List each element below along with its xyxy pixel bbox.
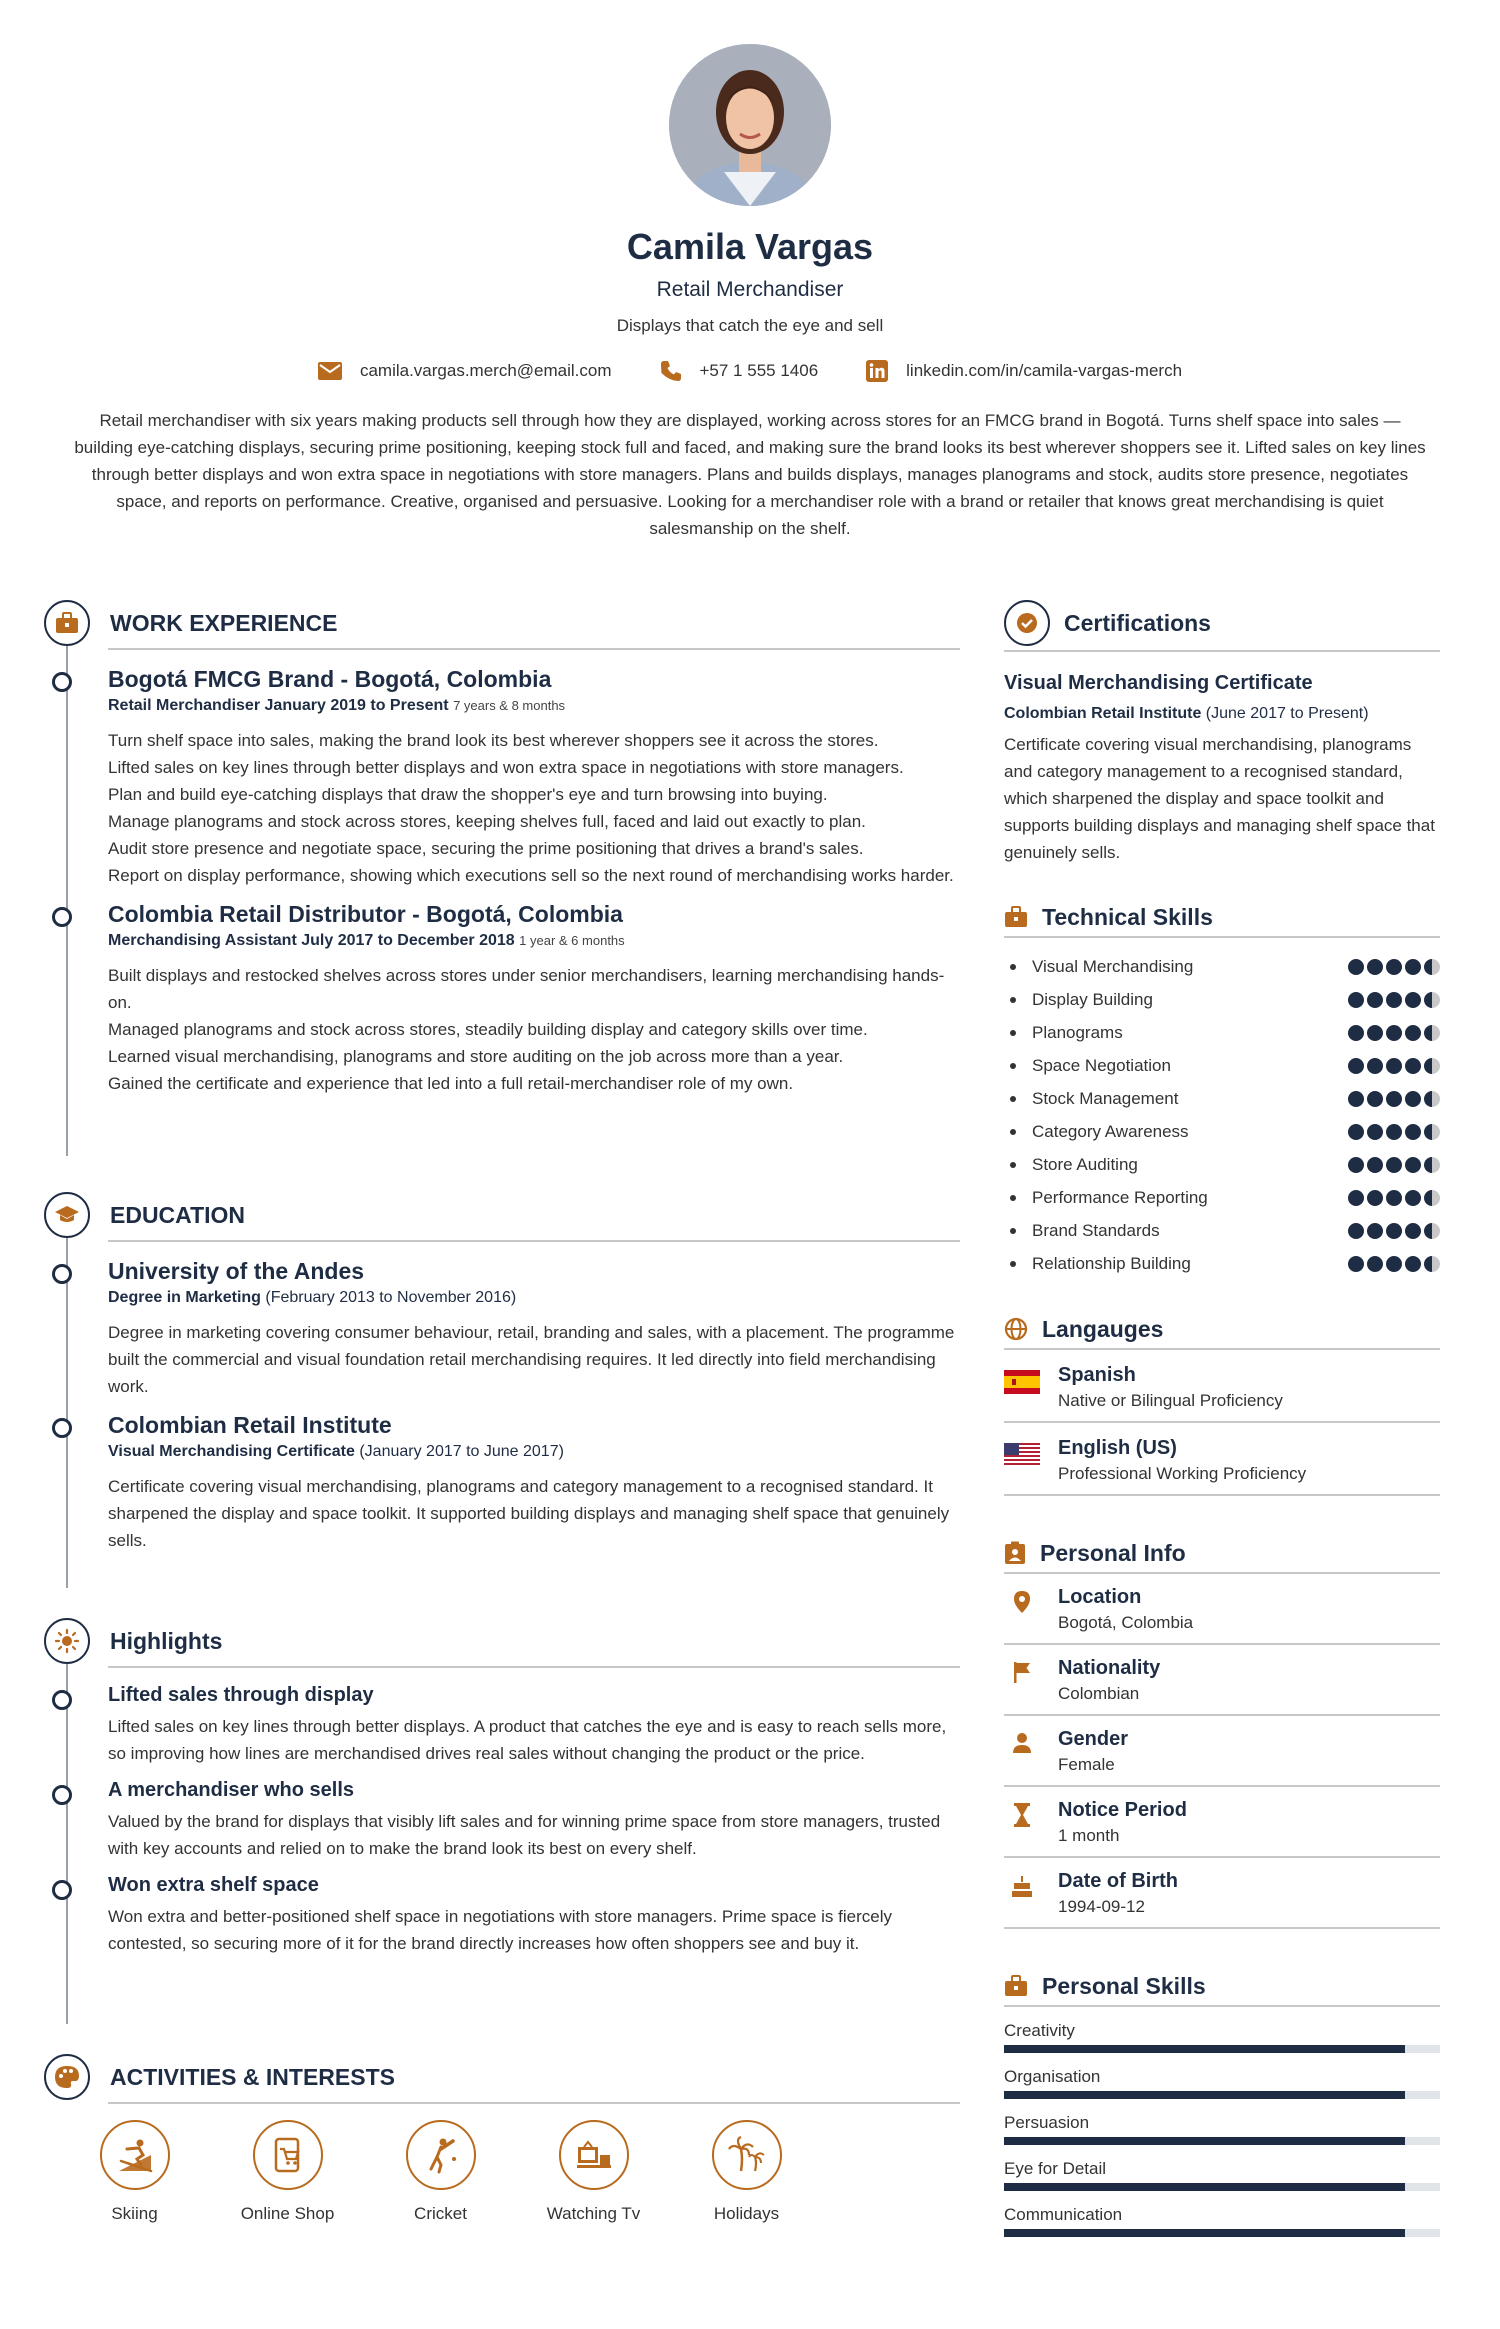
skill-label: Planograms xyxy=(1004,1023,1123,1043)
rating-dot xyxy=(1348,1223,1364,1239)
language-item xyxy=(1004,1423,1440,1496)
highlight-entry xyxy=(108,1779,960,1862)
interests-section xyxy=(44,2054,960,2224)
rating-dot xyxy=(1386,1223,1402,1239)
skill-rating xyxy=(1348,1223,1440,1239)
rating-dot xyxy=(1405,1091,1421,1107)
technical-skill-item xyxy=(1004,983,1440,1016)
rating-dot xyxy=(1424,1025,1440,1041)
rating-dot xyxy=(1348,959,1364,975)
skiing-icon xyxy=(100,2120,170,2190)
section-title: Highlights xyxy=(110,1627,223,1654)
section-title: Personal Info xyxy=(1040,1539,1186,1566)
linkedin-contact[interactable] xyxy=(866,360,1182,382)
briefcase-icon xyxy=(1004,906,1028,928)
role-duration: 1 year & 6 months xyxy=(519,933,625,948)
sun-icon xyxy=(44,1618,90,1664)
language-name: English (US) xyxy=(1058,1437,1177,1459)
flag-icon xyxy=(1004,1657,1040,1683)
rating-dot xyxy=(1348,1256,1364,1272)
technical-skills-section xyxy=(1004,902,1440,1280)
highlight-body: Valued by the brand for displays that visibly lift sales and for winning prime space from store managers, trusted with key accounts and relied on to make the brand look its best on every shelf. xyxy=(108,1812,941,1858)
rating-dot xyxy=(1424,1223,1440,1239)
technical-skill-item xyxy=(1004,950,1440,983)
rating-dot xyxy=(1405,992,1421,1008)
skill-bar xyxy=(1004,2091,1440,2099)
phone-icon xyxy=(660,360,682,382)
rating-dot xyxy=(1386,959,1402,975)
role-title: Retail Merchandiser xyxy=(108,697,261,714)
school-title: Colombian Retail Institute xyxy=(108,1412,392,1438)
timeline-dot xyxy=(52,1264,72,1284)
info-value: 1 month xyxy=(1058,1826,1120,1845)
timeline-dot xyxy=(52,1880,72,1900)
education-entry xyxy=(108,1412,960,1554)
personal-skill-item xyxy=(1004,2113,1440,2145)
rating-dot xyxy=(1386,992,1402,1008)
info-label: Gender xyxy=(1058,1728,1129,1750)
job-title: Retail Merchandiser xyxy=(656,278,844,301)
skill-rating xyxy=(1348,1124,1440,1140)
interest-label: Cricket xyxy=(414,2204,467,2223)
technical-skill-item xyxy=(1004,1247,1440,1280)
language-item xyxy=(1004,1350,1440,1423)
technical-skill-item xyxy=(1004,1181,1440,1214)
rating-dot xyxy=(1386,1190,1402,1206)
technical-skill-item xyxy=(1004,1049,1440,1082)
timeline-dot xyxy=(52,1690,72,1710)
employer-title: Colombia Retail Distributor - Bogotá, Colombia xyxy=(108,901,623,927)
rating-dot xyxy=(1348,992,1364,1008)
highlight-title: Won extra shelf space xyxy=(108,1874,319,1896)
contact-bar xyxy=(0,360,1500,382)
interest-item xyxy=(58,2120,211,2224)
language-name: Spanish xyxy=(1058,1364,1136,1386)
rating-dot xyxy=(1367,1058,1383,1074)
rating-dot xyxy=(1424,1256,1440,1272)
role-dates: January 2019 to Present xyxy=(264,697,449,714)
profile-photo xyxy=(669,44,831,206)
skill-label: Relationship Building xyxy=(1004,1254,1191,1274)
skill-rating xyxy=(1348,1256,1440,1272)
work-line: Gained the certificate and experience that led into a full retail-merchandiser role of my own. xyxy=(108,1074,794,1093)
work-line: Report on display performance, showing which executions sell so the next round of merchandising works harder. xyxy=(108,866,954,885)
rating-dot xyxy=(1405,1124,1421,1140)
education-body: Certificate covering visual merchandising, planograms and category management to a recognised standard. It sharpened the display and space toolkit. It supported building displays and managing shelf space that genuinely sells. xyxy=(108,1477,950,1550)
rating-dot xyxy=(1348,1058,1364,1074)
main-column xyxy=(44,600,960,2224)
skill-rating xyxy=(1348,1157,1440,1173)
briefcase-icon xyxy=(1004,1975,1028,1997)
rating-dot xyxy=(1348,1124,1364,1140)
rating-dot xyxy=(1367,1025,1383,1041)
rating-dot xyxy=(1424,1157,1440,1173)
skill-bar xyxy=(1004,2045,1440,2053)
rating-dot xyxy=(1405,1223,1421,1239)
rating-dot xyxy=(1424,959,1440,975)
skill-label: Creativity xyxy=(1004,2021,1075,2040)
rating-dot xyxy=(1405,1058,1421,1074)
certifications-section xyxy=(1004,600,1440,866)
skill-label: Display Building xyxy=(1004,990,1153,1010)
rating-dot xyxy=(1348,1025,1364,1041)
skill-label: Eye for Detail xyxy=(1004,2159,1107,2178)
rating-dot xyxy=(1424,1091,1440,1107)
personal-skill-item xyxy=(1004,2021,1440,2053)
rating-dot xyxy=(1424,1058,1440,1074)
work-line: Built displays and restocked shelves across stores under senior merchandisers, learning merchandising hands-on. xyxy=(108,966,945,1012)
skill-bar xyxy=(1004,2183,1440,2191)
technical-skill-item xyxy=(1004,1115,1440,1148)
employer-title: Bogotá FMCG Brand - Bogotá, Colombia xyxy=(108,666,552,692)
certificate-issuer: Colombian Retail Institute xyxy=(1004,705,1202,722)
section-title: Personal Skills xyxy=(1042,1972,1206,1999)
technical-skill-item xyxy=(1004,1082,1440,1115)
info-label: Notice Period xyxy=(1058,1799,1187,1821)
school-title: University of the Andes xyxy=(108,1258,365,1284)
education-entry xyxy=(108,1258,960,1400)
rating-dot xyxy=(1405,959,1421,975)
rating-dot xyxy=(1405,1256,1421,1272)
certificate-badge-icon xyxy=(1004,600,1050,646)
person-icon xyxy=(1004,1728,1040,1754)
cricket-icon xyxy=(406,2120,476,2190)
skill-bar-fill xyxy=(1004,2045,1405,2053)
technical-skill-item xyxy=(1004,1148,1440,1181)
profile-summary: Retail merchandiser with six years making products sell through how they are displayed, working across stores for an FMCG brand in Bogotá. Turns shelf space into sales — building eye-catching displays, securing prime positioning, keeping stock full and faced, and making sure the brand looks its best wherever shoppers see it. Lifted sales on key lines through better displays and won extra space in negotiations with store managers. Plans and builds displays, manages planograms and stock, audits store presence, negotiates space, and reports on performance. Creative, organised and persuasive. Looking for a merchandiser role with a brand or retailer that knows great merchandising is quiet salesmanship on the shelf. xyxy=(74,411,1426,538)
highlights-section xyxy=(44,1618,960,2024)
work-entry xyxy=(108,901,960,1097)
interest-label: Watching Tv xyxy=(546,2204,641,2223)
certificate-name: Visual Merchandising Certificate xyxy=(1004,672,1313,694)
work-entry xyxy=(108,666,960,889)
skill-rating xyxy=(1348,1091,1440,1107)
info-value: Colombian xyxy=(1058,1684,1140,1703)
personal-info-section xyxy=(1004,1538,1440,1929)
linkedin-text[interactable]: linkedin.com/in/camila-vargas-merch xyxy=(906,361,1183,380)
role-dates: July 2017 to December 2018 xyxy=(301,932,515,949)
rating-dot xyxy=(1367,1223,1383,1239)
work-line: Lifted sales on key lines through better displays and won extra space in negotiations with store managers. xyxy=(108,758,904,777)
work-line: Plan and build eye-catching displays that draw the shopper's eye and turn browsing into buying. xyxy=(108,785,828,804)
skill-label: Store Auditing xyxy=(1004,1155,1138,1175)
skill-label: Visual Merchandising xyxy=(1004,957,1193,977)
highlight-entry xyxy=(108,1874,960,1957)
section-title: EDUCATION xyxy=(110,1201,246,1228)
work-line: Learned visual merchandising, planograms and store auditing on the job across more than a year. xyxy=(108,1047,844,1066)
rating-dot xyxy=(1367,1124,1383,1140)
interest-item xyxy=(364,2120,517,2224)
skill-label: Performance Reporting xyxy=(1004,1188,1208,1208)
language-level: Professional Working Proficiency xyxy=(1058,1464,1307,1483)
info-item-date-of-birth xyxy=(1004,1858,1440,1929)
info-item-gender xyxy=(1004,1716,1440,1787)
work-line: Turn shelf space into sales, making the brand look its best wherever shoppers see it across the stores. xyxy=(108,731,879,750)
section-title: Langauges xyxy=(1042,1315,1164,1342)
section-title: Certifications xyxy=(1064,609,1211,636)
rating-dot xyxy=(1386,1157,1402,1173)
personal-skills-section xyxy=(1004,1971,1440,2237)
rating-dot xyxy=(1386,1091,1402,1107)
work-line: Audit store presence and negotiate space, securing the prime positioning that drives a brand's sales. xyxy=(108,839,864,858)
linkedin-icon xyxy=(866,360,888,382)
skill-label: Brand Standards xyxy=(1004,1221,1160,1241)
rating-dot xyxy=(1367,1190,1383,1206)
skill-rating xyxy=(1348,1025,1440,1041)
interest-label: Skiing xyxy=(111,2204,158,2223)
graduation-cap-icon xyxy=(44,1192,90,1238)
section-title: WORK EXPERIENCE xyxy=(110,609,338,636)
education-body: Degree in marketing covering consumer behaviour, retail, branding and sales, with a placement. The programme built the commercial and visual foundation retail merchandising requires. It led directly into field merchandising work. xyxy=(108,1323,955,1396)
spain-flag-icon xyxy=(1004,1370,1040,1394)
skill-bar-fill xyxy=(1004,2183,1405,2191)
email-contact[interactable] xyxy=(318,360,612,382)
hourglass-icon xyxy=(1004,1799,1040,1827)
info-item-location xyxy=(1004,1574,1440,1645)
rating-dot xyxy=(1386,1256,1402,1272)
rating-dot xyxy=(1424,1124,1440,1140)
rating-dot xyxy=(1405,1190,1421,1206)
highlight-body: Lifted sales on key lines through better displays. A product that catches the eye and is easy to reach sells more, so improving how lines are merchandised drives real sales without changing the product or the price. xyxy=(108,1717,947,1763)
personal-skill-item xyxy=(1004,2067,1440,2099)
technical-skill-item xyxy=(1004,1016,1440,1049)
rating-dot xyxy=(1367,959,1383,975)
interest-item xyxy=(670,2120,823,2224)
work-experience-section xyxy=(44,600,960,1156)
highlight-entry xyxy=(108,1684,960,1767)
email-icon xyxy=(318,362,342,380)
rating-dot xyxy=(1405,1025,1421,1041)
section-title: ACTIVITIES & INTERESTS xyxy=(110,2063,395,2090)
work-line: Manage planograms and stock across stores, keeping shelves full, faced and laid out exactly to plan. xyxy=(108,812,866,831)
personal-skill-item xyxy=(1004,2159,1440,2191)
skill-rating xyxy=(1348,1190,1440,1206)
section-title: Technical Skills xyxy=(1042,903,1213,930)
role-title: Merchandising Assistant xyxy=(108,932,297,949)
rating-dot xyxy=(1348,1157,1364,1173)
candidate-name: Camila Vargas xyxy=(626,226,874,267)
tagline: Displays that catch the eye and sell xyxy=(616,316,884,335)
online-shop-icon xyxy=(253,2120,323,2190)
timeline-dot xyxy=(52,672,72,692)
palette-icon xyxy=(44,2054,90,2100)
skill-label: Persuasion xyxy=(1004,2113,1090,2132)
info-label: Nationality xyxy=(1058,1657,1161,1679)
education-section xyxy=(44,1192,960,1588)
interest-label: Holidays xyxy=(713,2204,780,2223)
timeline-dot xyxy=(52,907,72,927)
resume-header xyxy=(0,0,1500,542)
degree-dates: (January 2017 to June 2017) xyxy=(359,1443,564,1460)
certificate-body: Certificate covering visual merchandising, planograms and category management to a recognised standard, which sharpened the display and space toolkit and supports building displays and managing shelf space that genuinely sells. xyxy=(1004,735,1435,862)
watching-tv-icon xyxy=(559,2120,629,2190)
interest-label: Online Shop xyxy=(240,2204,335,2223)
briefcase-icon xyxy=(44,600,90,646)
interest-item xyxy=(517,2120,670,2224)
info-label: Date of Birth xyxy=(1058,1870,1178,1892)
cake-icon xyxy=(1004,1870,1040,1898)
degree-name: Degree in Marketing xyxy=(108,1289,261,1306)
skill-rating xyxy=(1348,992,1440,1008)
rating-dot xyxy=(1367,1091,1383,1107)
rating-dot xyxy=(1386,1124,1402,1140)
skill-bar xyxy=(1004,2137,1440,2145)
rating-dot xyxy=(1367,992,1383,1008)
info-item-nationality xyxy=(1004,1645,1440,1716)
rating-dot xyxy=(1386,1058,1402,1074)
location-pin-icon xyxy=(1004,1586,1040,1614)
rating-dot xyxy=(1424,992,1440,1008)
languages-section xyxy=(1004,1314,1440,1496)
rating-dot xyxy=(1405,1157,1421,1173)
interest-item xyxy=(211,2120,364,2224)
rating-dot xyxy=(1348,1091,1364,1107)
timeline-dot xyxy=(52,1785,72,1805)
skill-label: Category Awareness xyxy=(1004,1122,1189,1142)
skill-bar xyxy=(1004,2229,1440,2237)
skill-bar-fill xyxy=(1004,2091,1405,2099)
us-flag-icon xyxy=(1004,1443,1040,1467)
side-column xyxy=(1004,600,1440,2237)
technical-skill-item xyxy=(1004,1214,1440,1247)
id-badge-icon xyxy=(1004,1541,1026,1565)
rating-dot xyxy=(1367,1256,1383,1272)
work-line: Managed planograms and stock across stores, steadily building display and category skills over time. xyxy=(108,1020,868,1039)
skill-rating xyxy=(1348,1058,1440,1074)
skill-label: Communication xyxy=(1004,2205,1123,2224)
info-value: Female xyxy=(1058,1755,1115,1774)
rating-dot xyxy=(1367,1157,1383,1173)
info-label: Location xyxy=(1058,1586,1142,1608)
phone-contact[interactable] xyxy=(660,360,819,382)
skill-bar-fill xyxy=(1004,2137,1405,2145)
highlight-title: Lifted sales through display xyxy=(108,1684,374,1706)
holidays-icon xyxy=(712,2120,782,2190)
language-level: Native or Bilingual Proficiency xyxy=(1058,1391,1283,1410)
skill-rating xyxy=(1348,959,1440,975)
info-value: Bogotá, Colombia xyxy=(1058,1613,1194,1632)
skill-bar-fill xyxy=(1004,2229,1405,2237)
rating-dot xyxy=(1386,1025,1402,1041)
highlight-title: A merchandiser who sells xyxy=(108,1779,355,1801)
rating-dot xyxy=(1424,1190,1440,1206)
timeline-dot xyxy=(52,1418,72,1438)
info-item-notice-period xyxy=(1004,1787,1440,1858)
phone-text[interactable]: +57 1 555 1406 xyxy=(699,361,819,380)
skill-label: Organisation xyxy=(1004,2067,1101,2086)
email-text[interactable]: camila.vargas.merch@email.com xyxy=(359,361,612,380)
skill-label: Space Negotiation xyxy=(1004,1056,1171,1076)
skill-label: Stock Management xyxy=(1004,1089,1178,1109)
degree-dates: (February 2013 to November 2016) xyxy=(265,1289,517,1306)
role-duration: 7 years & 8 months xyxy=(453,698,566,713)
personal-skill-item xyxy=(1004,2205,1440,2237)
degree-name: Visual Merchandising Certificate xyxy=(108,1443,355,1460)
info-value: 1994-09-12 xyxy=(1058,1897,1145,1916)
globe-icon xyxy=(1004,1317,1028,1341)
certificate-dates: (June 2017 to Present) xyxy=(1205,705,1369,722)
highlight-body: Won extra and better-positioned shelf space in negotiations with store managers. Prime space is fiercely contested, so securing more of it for the brand directly increases how often shoppers see and buy it. xyxy=(108,1907,892,1953)
rating-dot xyxy=(1348,1190,1364,1206)
